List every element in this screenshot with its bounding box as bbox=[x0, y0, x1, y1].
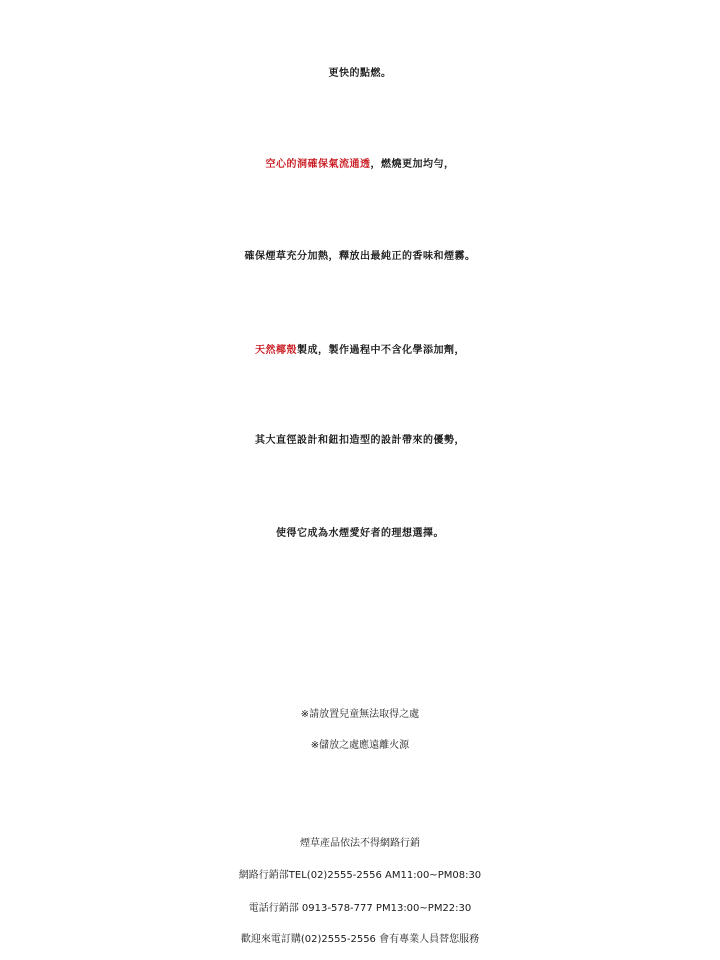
online-sales-notice: 煙草產品依法不得網路行銷 bbox=[300, 838, 420, 849]
phone-sales-phone: 電話行銷部 0913-578-777 PM13:00~PM22:30 bbox=[248, 903, 472, 914]
notice-children: ※請放置兒童無法取得之處 bbox=[300, 709, 420, 720]
online-sales-phone: 網路行銷部TEL(02)2555-2556 AM11:00~PM08:30 bbox=[238, 870, 482, 881]
description-line-5: 其大直徑設計和鈕扣造型的設計帶來的優勢， bbox=[255, 435, 465, 446]
description-line-2 bbox=[0, 148, 720, 182]
highlight-coconut-shell: 天然椰殼 bbox=[255, 345, 297, 356]
description-line-3: 確保煙草充分加熱，釋放出最純正的香味和煙霧。 bbox=[244, 251, 476, 262]
description-line-2-rest: ，燃燒更加均勻， bbox=[370, 159, 455, 170]
highlight-hollow-hole: 空心的洞確保氣流通透 bbox=[265, 159, 371, 170]
order-phone: 歡迎來電訂購(02)2555-2556 會有專業人員替您服務 bbox=[240, 934, 480, 945]
description-line-1: 更快的點燃。 bbox=[328, 68, 392, 79]
description-line-6: 使得它成為水煙愛好者的理想選擇。 bbox=[276, 528, 444, 539]
description-line-4-rest: 製成，製作過程中不含化學添加劑， bbox=[297, 345, 465, 356]
notice-fire: ※儲放之處應遠離火源 bbox=[310, 740, 410, 751]
description-line-4 bbox=[0, 334, 720, 368]
